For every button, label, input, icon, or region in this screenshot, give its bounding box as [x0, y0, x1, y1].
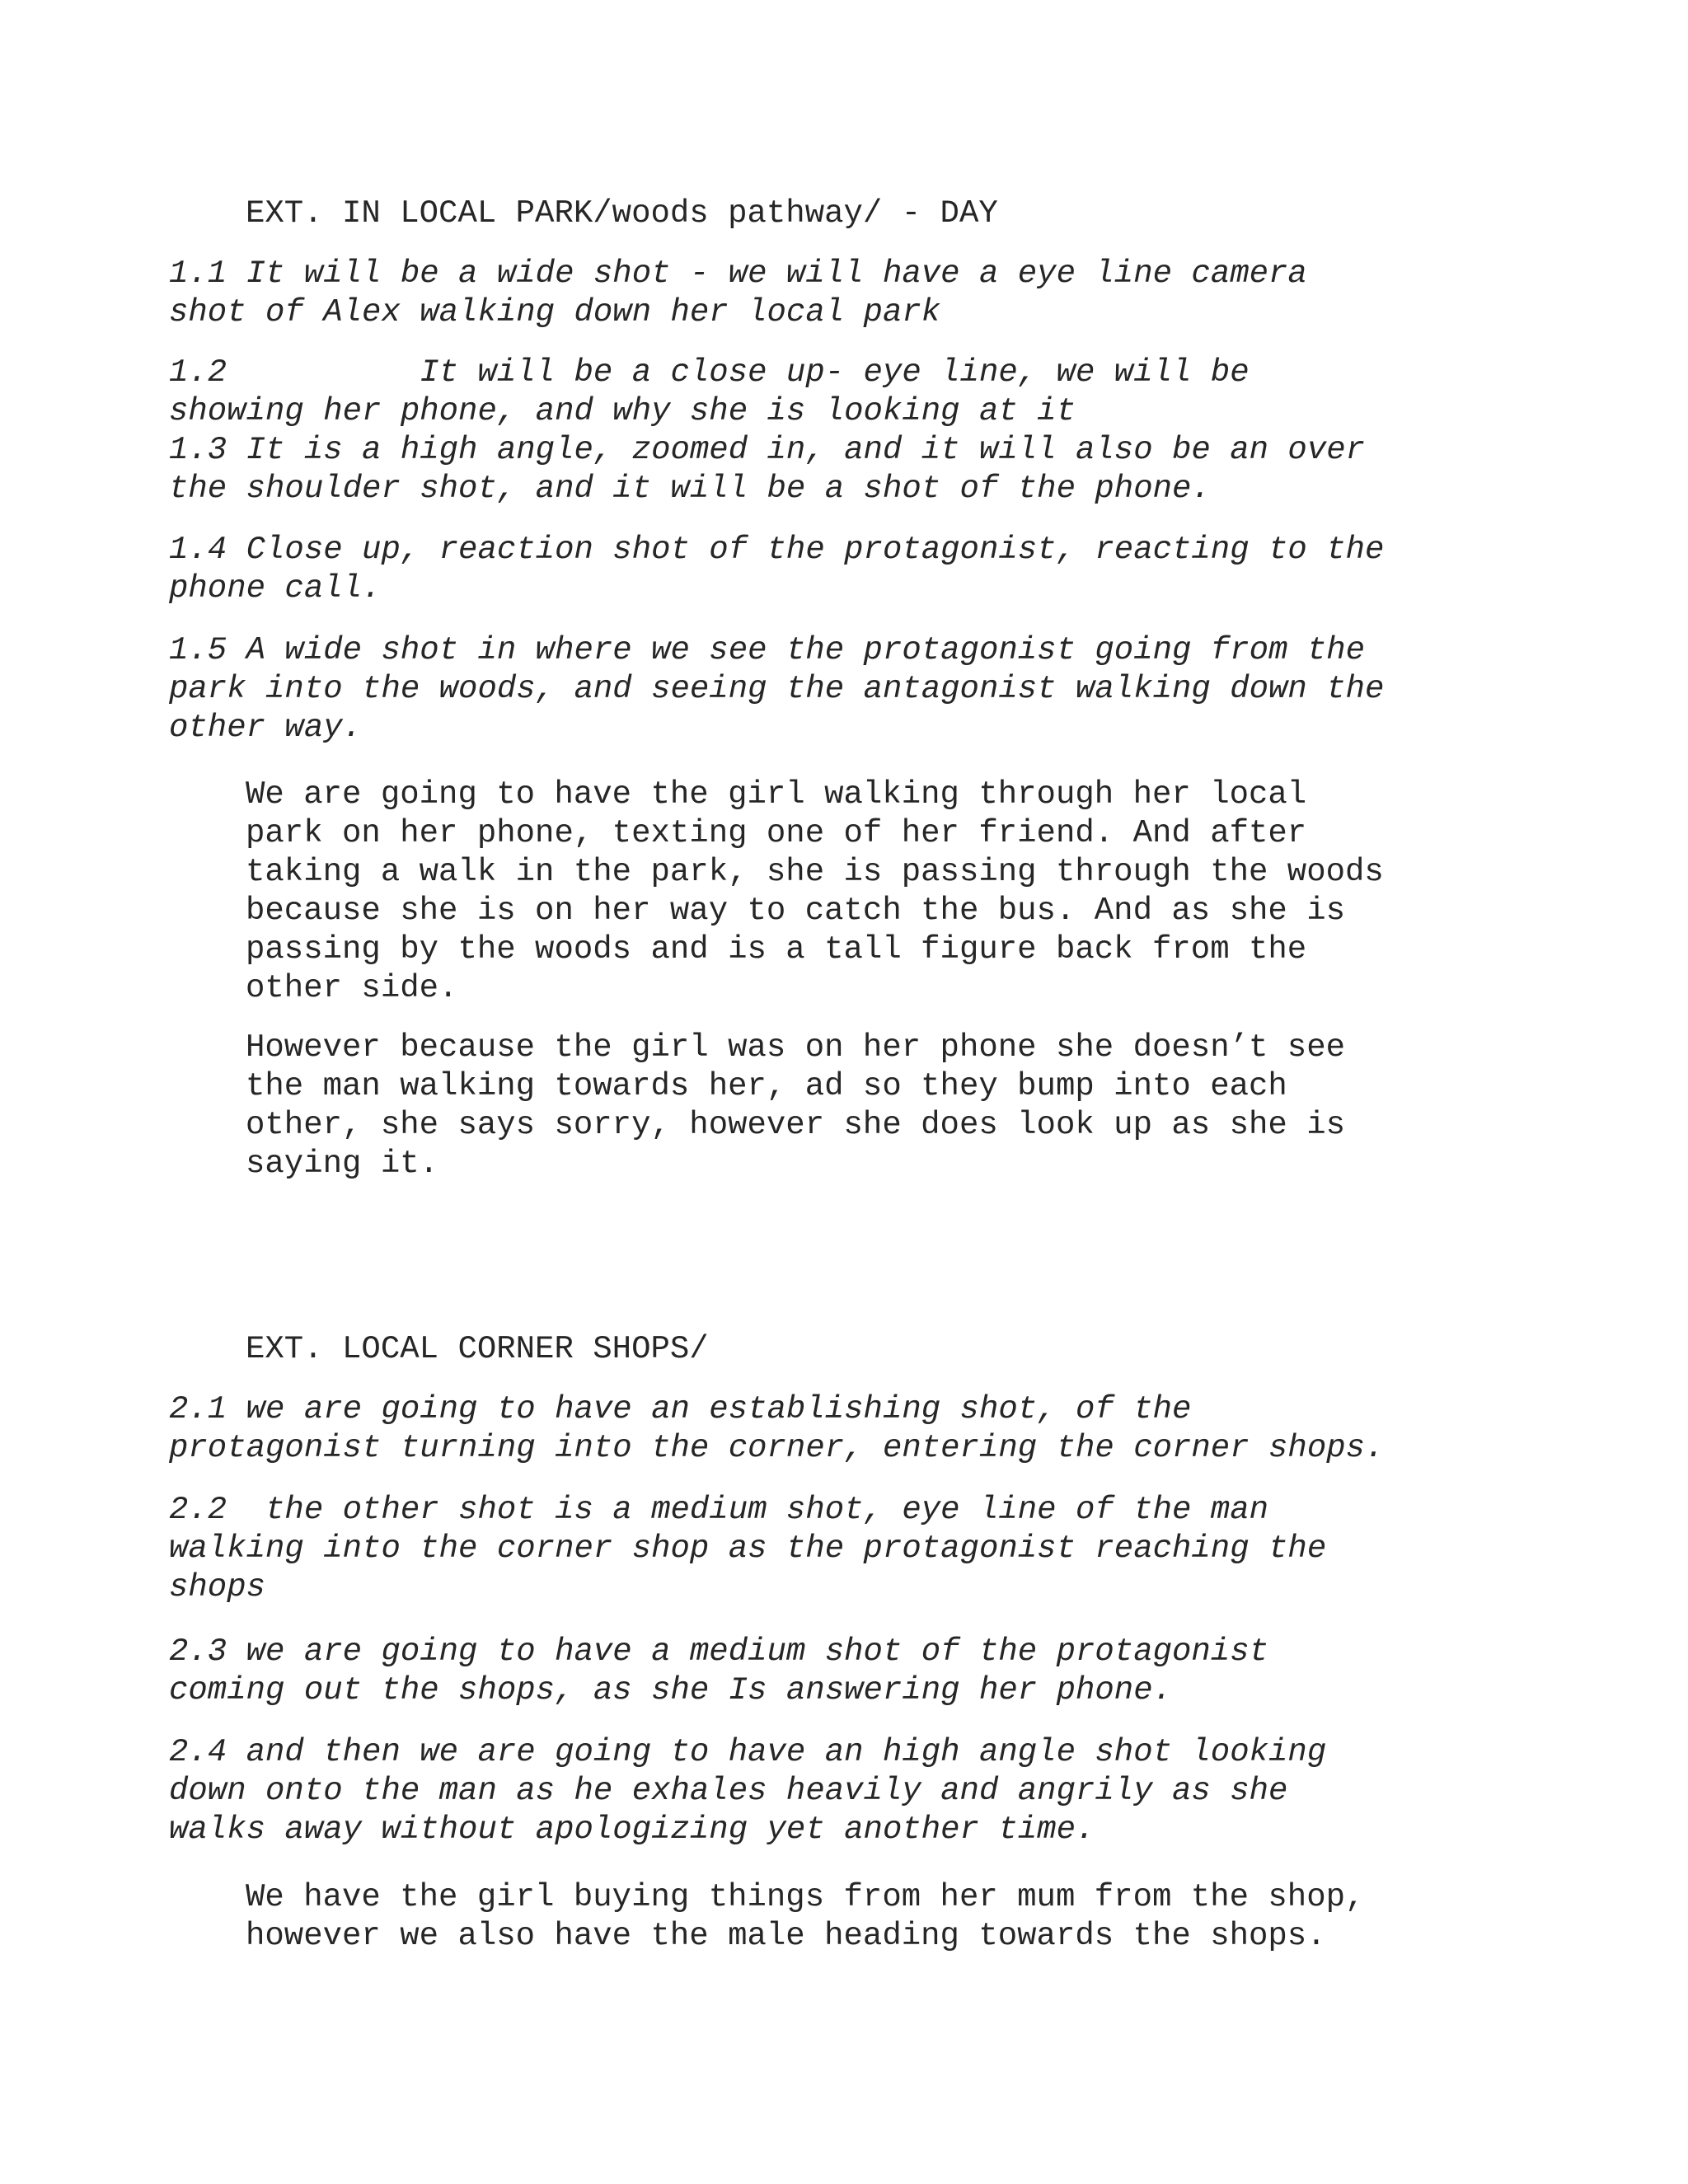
scene-1-action-1: We are going to have the girl walking through her local park on her phone, texting one of her friend. And after taking a walk in the park, she is passing through the woods because she is on her way to catch the bus. And as she is passing by the woods and is a tall figure back from the other side. — [246, 776, 1384, 1006]
shot-2-3: 2.3 we are going to have a medium shot of the protagonist coming out the shops, as she Is answering her phone. — [169, 1633, 1269, 1708]
scene-1-action-2: However because the girl was on her phone she doesn’t see the man walking towards her, ad so they bump into each other, she says sorry, however she does look up as she is saying it. — [246, 1029, 1346, 1182]
scene-2-action-1: We have the girl buying things from her mum from the shop, however we also have the male heading towards the shops. — [246, 1879, 1365, 1954]
shot-1-2-and-1-3: 1.2 It will be a close up- eye line, we will be showing her phone, and why she is looking at it 1.3 It is a high angle, zoomed in, and it will also be an over the shoulder shot, and it will be a shot of the phone. — [169, 354, 1366, 507]
shot-2-2: 2.2 the other shot is a medium shot, eye line of the man walking into the corner shop as the protagonist reaching the shops — [169, 1492, 1327, 1605]
shot-1-1: 1.1 It will be a wide shot - we will have a eye line camera shot of Alex walking down her local park — [169, 255, 1307, 330]
shot-1-4: 1.4 Close up, reaction shot of the protagonist, reacting to the phone call. — [169, 532, 1385, 607]
shot-2-4: 2.4 and then we are going to have an high angle shot looking down onto the man as he exhales heavily and angrily as she walks away without apologizing yet another time. — [169, 1734, 1327, 1848]
shot-2-1: 2.1 we are going to have an establishing shot, of the protagonist turning into the corner, entering the corner shops. — [169, 1391, 1385, 1466]
shot-1-5: 1.5 A wide shot in where we see the protagonist going from the park into the woods, and seeing the antagonist walking down the other way. — [169, 632, 1385, 746]
scene-1-heading: EXT. IN LOCAL PARK/woods pathway/ - DAY — [246, 195, 998, 232]
scene-2-heading: EXT. LOCAL CORNER SHOPS/ — [246, 1331, 709, 1367]
